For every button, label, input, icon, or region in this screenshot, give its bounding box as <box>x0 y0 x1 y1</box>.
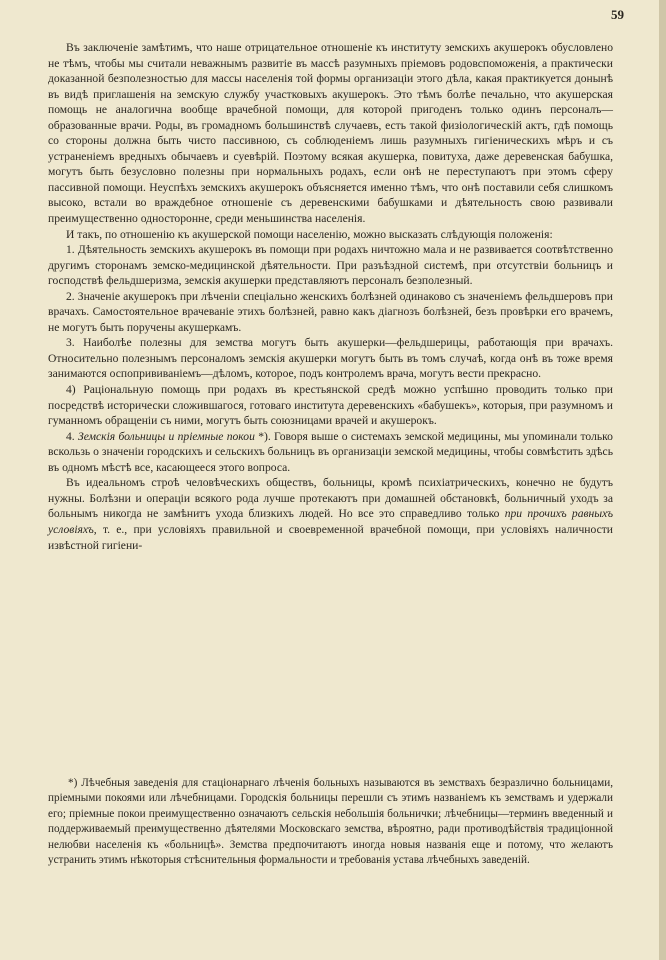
thesis-3: 3. Наиболѣе полезны для земства могутъ быть акушерки—фельдшерицы, работающія при врачахъ. Относительно полезнымъ персоналомъ земскія акушерки могутъ быть въ томъ случаѣ, когда онѣ въ тоже время занимаются оспопрививаніемъ—дѣломъ, которое, подъ контролемъ врача, могутъ вести прекрасно. <box>48 336 613 381</box>
paragraph-intro: Въ заключеніе замѣтимъ, что наше отрицательное отношеніе къ институту земскихъ акушерокъ обусловлено не тѣмъ, чтобы мы считали неважнымъ развитіе въ массѣ разумныхъ пріемовъ родовспоможенія, а практически доказанной безполезностью для массы населенія той формы организаціи этого дѣла, какая практикуется донынѣ въ видѣ приглашенія на земскую службу участковыхъ акушерокъ. Это тѣмъ болѣе печально, что акушерская помощь не аналогична вообще врачебной помощи, для которой пригоденъ только одинъ персоналъ—образованные врачи. Роды, въ громадномъ большинствѣ случаевъ, есть такой физіологическій актъ, гдѣ помощь со стороны должна быть чисто пассивною, съ соблюденіемъ лишь разумныхъ гигіеническихъ мѣръ и съ устраненіемъ вредныхъ обычаевъ и суевѣрій. Поэтому всякая акушерка, повитуха, даже деревенская бабушка, могутъ быть безусловно полезны при нормальныхъ родахъ, если онѣ не переступаютъ при этомъ сферу пассивной помощи. Неуспѣхъ земскихъ акушерокъ объясняется именно тѣмъ, что онѣ поставили себя слишкомъ высоко, встали во враждебное отношеніе съ деревенскими бабушками и дѣятельность свою развивали преимущественно односторонне, среди меньшинства населенія. <box>48 41 613 226</box>
thesis-2: 2. Значеніе акушерокъ при лѣченіи спеціально женскихъ болѣзней одинаково съ значеніемъ фельдшеровъ при врачахъ. Самостоятельное врачеваніе этихъ болѣзней, равно какъ діагнозъ болѣзней, безъ провѣрки его врачемъ, не могутъ быть поручены акушеркамъ. <box>48 289 613 334</box>
page-number: 59 <box>611 7 624 22</box>
hospitals-text-end: т. е., при условіяхъ правильной и своевременной врачебной помощи, при условіяхъ наличности извѣстной гигіени- <box>48 522 613 552</box>
footnote <box>48 776 613 868</box>
footnote-text: *) Лѣчебныя заведенія для стаціонарнаго лѣченія больныхъ называются въ земствахъ безразлично больницами, пріемными покоями или лѣчебницами. Городскія больницы перешли съ этимъ названіемъ къ земствамъ и удержали его; пріемные покои преимущественно означаютъ сельскія небольшія больнички; лѣчебницы—терминъ введенный и поддерживаемый преимущественно дѣятелями Московскаго земства, вѣроятно, ради противодѣйствія традиціонной нелюбви населенія къ «больницѣ». Земства предпочитаютъ иногда новыя названія еще и потому, что желаютъ устранить этимъ нѣкоторыя стѣснительныя формальности и требованія устава лѣчебныхъ заведеній. <box>48 777 613 867</box>
page-edge <box>659 0 666 960</box>
thesis-1: 1. Дѣятельность земскихъ акушерокъ въ помощи при родахъ ничтожно мала и не развивается соотвѣтственно другимъ сторонамъ земско-медицинской дѣятельности. При разъѣздной системѣ, при отсутствіи больницъ и господствѣ фельдшеризма, земскія акушерки представляютъ персоналъ безполезный. <box>48 243 613 288</box>
italic-phrase: при прочихъ равныхъ условіяхъ, <box>48 507 613 536</box>
hospitals-text-start: Въ идеальномъ строѣ человѣческихъ обществъ, больницы, кромѣ психіатрическихъ, конечно не будутъ нужны. Болѣзни и операціи всякого рода лучше протекаютъ при домашней обстановкѣ, больничный уходъ за больнымъ никогда не замѣнитъ ухода близкихъ людей. Но все это справедливо только <box>48 476 613 521</box>
main-text <box>48 40 613 553</box>
paragraph-theses-intro: И такъ, по отношенію къ акушерской помощи населенію, можно высказать слѣдующія положенія: <box>66 227 553 241</box>
section-text: Говоря выше о системахъ земской медицины, мы упоминали только вскользь о значеніи городскихъ и сельскихъ больницъ въ организаціи земской медицины, чтобы совмѣстить здѣсь въ одномъ мѣстѣ все, касающееся этого вопроса. <box>48 429 613 474</box>
section-number: 4. <box>66 429 75 443</box>
section-heading: Земскія больницы и пріемные покои <box>78 429 255 443</box>
footnote-marker: *). <box>254 429 271 443</box>
section-4-paragraph <box>48 429 613 476</box>
thesis-4: 4) Раціональную помощь при родахъ въ крестьянской средѣ можно успѣшно проводить только при посредствѣ исторически сложившагося, готоваго института деревенскихъ «бабушекъ», которыя, при разумномъ и гуманномъ обращеніи съ ними, могутъ быть союзницами врачей и акушерокъ. <box>48 383 613 428</box>
footnote-divider <box>48 770 613 771</box>
paragraph-hospitals <box>48 475 613 553</box>
